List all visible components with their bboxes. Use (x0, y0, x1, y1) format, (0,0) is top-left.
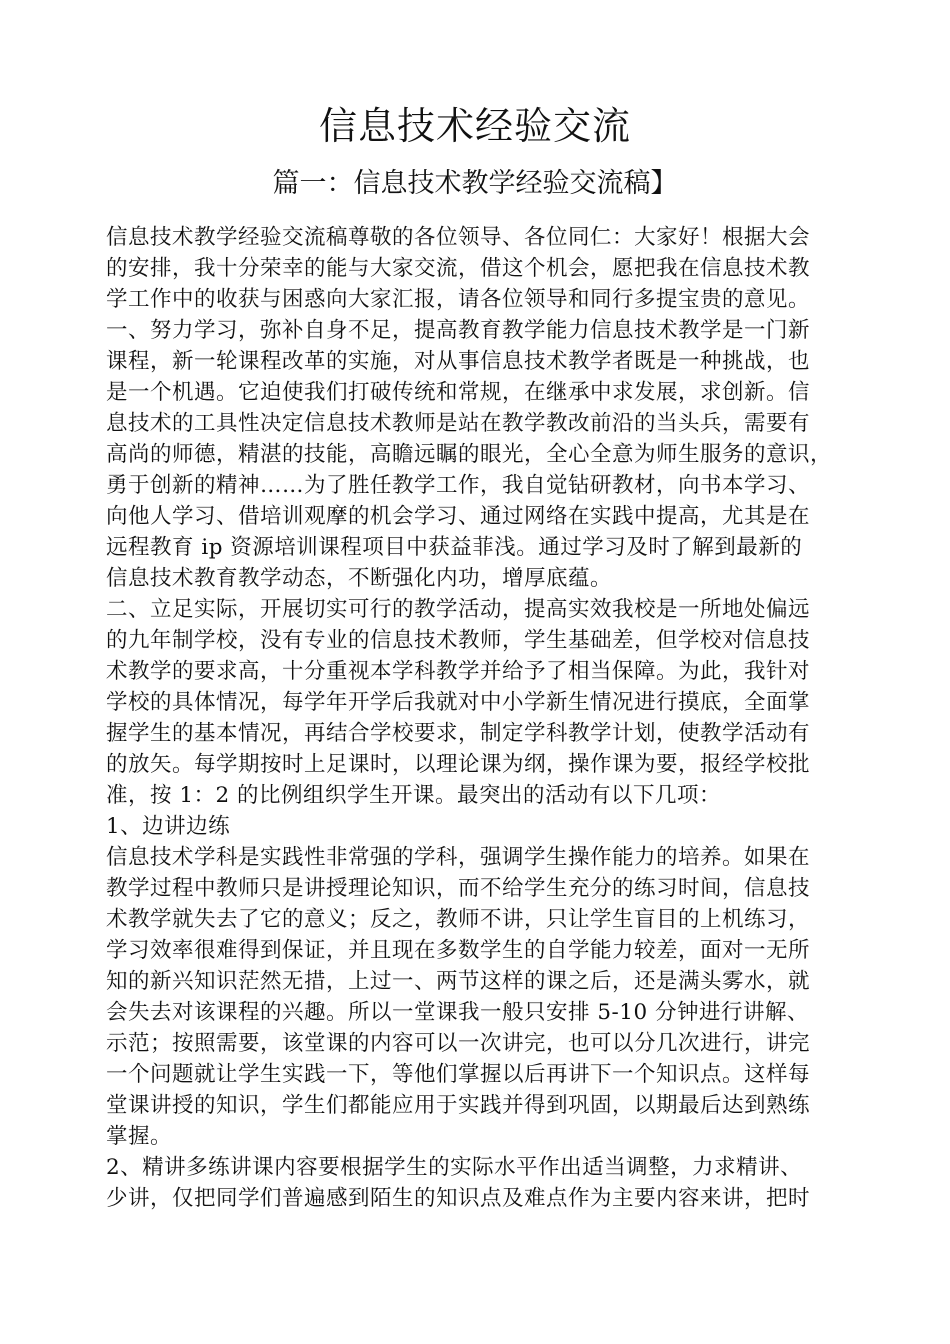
body-text-line: 息技术的工具性决定信息技术教师是站在教学教改前沿的当头兵，需要有 (106, 411, 811, 436)
body-text-line: 二、立足实际，开展切实可行的教学活动，提高实效我校是一所地处偏远 (106, 597, 811, 622)
body-text-line: 向他人学习、借培训观摩的机会学习、通过网络在实践中提高，尤其是在 (106, 504, 811, 529)
body-text-line: 堂课讲授的知识，学生们都能应用于实践并得到巩固，以期最后达到熟练 (106, 1093, 811, 1118)
body-text-line: 准，按 1：2 的比例组织学生开课。最突出的活动有以下几项： (106, 783, 722, 808)
body-text-line: 一个问题就让学生实践一下，等他们掌握以后再讲下一个知识点。这样每 (106, 1062, 811, 1087)
body-text-line: 会失去对该课程的兴趣。所以一堂课我一般只安排 5-10 分钟进行讲解、 (106, 1000, 809, 1025)
body-text-line: 信息技术教学经验交流稿尊敬的各位领导、各位同仁：大家好！根据大会 (106, 225, 811, 250)
body-text-line: 教学过程中教师只是讲授理论知识，而不给学生充分的练习时间，信息技 (106, 876, 811, 901)
body-text-line: 握学生的基本情况，再结合学校要求，制定学科教学计划，使教学活动有 (106, 721, 811, 746)
body-text-line: 示范；按照需要，该堂课的内容可以一次讲完，也可以分几次进行，讲完 (106, 1031, 811, 1056)
body-text-line: 术教学的要求高，十分重视本学科教学并给予了相当保障。为此，我针对 (106, 659, 811, 684)
body-text-line: 课程，新一轮课程改革的实施，对从事信息技术教学者既是一种挑战，也 (106, 349, 811, 374)
body-text-line: 1、边讲边练 (106, 814, 231, 839)
document-body (106, 222, 866, 1214)
body-text-line: 学校的具体情况，每学年开学后我就对中小学新生情况进行摸底，全面掌 (106, 690, 811, 715)
body-text-line: 掌握。 (106, 1124, 173, 1149)
body-text-line: 知的新兴知识茫然无措，上过一、两节这样的课之后，还是满头雾水，就 (106, 969, 811, 994)
body-text-line: 是一个机遇。它迫使我们打破传统和常规，在继承中求发展，求创新。信 (106, 380, 811, 405)
body-text-line: 的安排，我十分荣幸的能与大家交流，借这个机会，愿把我在信息技术教 (106, 256, 811, 281)
body-text-line: 一、努力学习，弥补自身不足，提高教育教学能力信息技术教学是一门新 (106, 318, 811, 343)
body-text-line: 信息技术教育教学动态，不断强化内功，增厚底蕴。 (106, 566, 613, 591)
body-text-line: 高尚的师德，精湛的技能，高瞻远瞩的眼光，全心全意为师生服务的意识， (106, 442, 833, 467)
body-text-line: 学工作中的收获与困惑向大家汇报，请各位领导和同行多提宝贵的意见。 (106, 287, 811, 312)
document-subtitle: 篇一：信息技术教学经验交流稿】 (272, 168, 678, 199)
body-text-line: 勇于创新的精神……为了胜任教学工作，我自觉钻研教材，向书本学习、 (106, 473, 811, 498)
body-text-line: 的放矢。每学期按时上足课时，以理论课为纲，操作课为要，报经学校批 (106, 752, 811, 777)
body-text-line: 少讲，仅把同学们普遍感到陌生的知识点及难点作为主要内容来讲，把时 (106, 1186, 811, 1211)
body-text-line: 的九年制学校，没有专业的信息技术教师，学生基础差，但学校对信息技 (106, 628, 811, 653)
body-text-line: 2、精讲多练讲课内容要根据学生的实际水平作出适当调整，力求精讲、 (106, 1155, 803, 1180)
body-text-line: 学习效率很难得到保证，并且现在多数学生的自学能力较差，面对一无所 (106, 938, 811, 963)
body-text-line: 信息技术学科是实践性非常强的学科，强调学生操作能力的培养。如果在 (106, 845, 811, 870)
body-text-line: 术教学就失去了它的意义；反之，教师不讲，只让学生盲目的上机练习， (106, 907, 811, 932)
body-text-line: 远程教育 ip 资源培训课程项目中获益菲浅。通过学习及时了解到最新的 (106, 535, 803, 560)
document-title: 信息技术经验交流 (318, 104, 631, 148)
